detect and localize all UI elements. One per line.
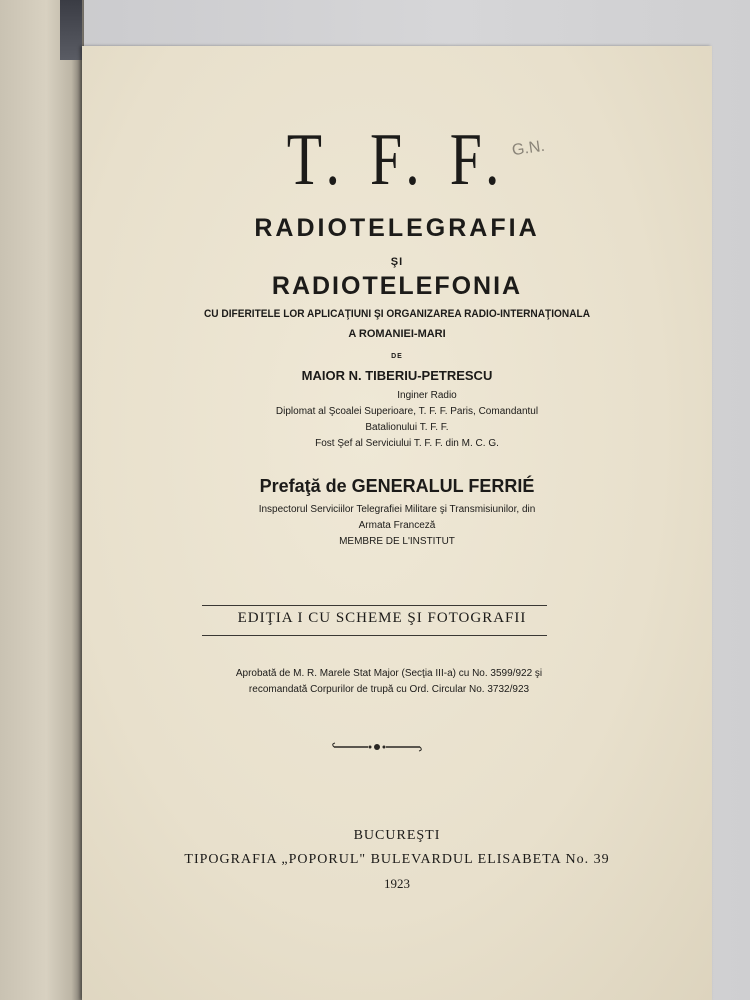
edition-label: EDIŢIA I CU SCHEME ŞI FOTOGRAFII bbox=[237, 610, 527, 626]
author-credential-1: Inginer Radio bbox=[397, 390, 457, 401]
subtitle-line-1: CU DIFERITELE LOR APLICAŢIUNI ŞI ORGANIZAREA RADIO-INTERNAŢIONALA bbox=[203, 308, 591, 320]
main-title: T. F. F. bbox=[286, 119, 508, 201]
edition-rule-top bbox=[202, 605, 547, 606]
imprint-year: 1923 bbox=[384, 876, 410, 891]
pencil-annotation: G.N. bbox=[510, 137, 546, 160]
title-conjunction: ŞI bbox=[390, 256, 404, 268]
title-radiotelegrafia: RADIOTELEGRAFIA bbox=[254, 214, 540, 242]
author-by: DE bbox=[391, 353, 403, 360]
edition-rule-bottom bbox=[202, 635, 547, 636]
book-spine bbox=[60, 0, 82, 60]
author-credential-4: Fost Şef al Serviciului T. F. F. din M. C. G. bbox=[315, 438, 499, 449]
imprint-publisher: TIPOGRAFIA „POPORUL" BULEVARDUL ELISABETA No. 39 bbox=[184, 852, 610, 867]
preface-role-2: Armata Franceză bbox=[358, 520, 436, 531]
subtitle-line-2: A ROMANIEI-MARI bbox=[348, 328, 446, 340]
preface-role-3: MEMBRE DE L'INSTITUT bbox=[339, 536, 455, 547]
preface-heading: Prefaţă de GENERALUL FERRIÉ bbox=[259, 476, 535, 496]
approval-line-2: recomandată Corpurilor de trupă cu Ord. Circular No. 3732/923 bbox=[248, 684, 530, 695]
approval-line-1: Aprobată de M. R. Marele Stat Major (Secţia III-a) cu No. 3599/922 şi bbox=[235, 668, 543, 679]
ornament-divider bbox=[332, 740, 422, 754]
title-page bbox=[82, 46, 712, 1000]
title-radiotelefonia: RADIOTELEFONIA bbox=[271, 272, 523, 300]
imprint-city: BUCUREŞTI bbox=[353, 828, 441, 843]
preface-role-1: Inspectorul Serviciilor Telegrafiei Militare şi Transmisiunilor, din bbox=[258, 504, 536, 515]
author-name: MAIOR N. TIBERIU-PETRESCU bbox=[301, 368, 493, 383]
author-credential-2: Diplomat al Şcoalei Superioare, T. F. F. Paris, Comandantul bbox=[275, 406, 539, 417]
author-credential-3: Batalionului T. F. F. bbox=[365, 422, 449, 433]
book-cover-edge bbox=[0, 0, 84, 1000]
